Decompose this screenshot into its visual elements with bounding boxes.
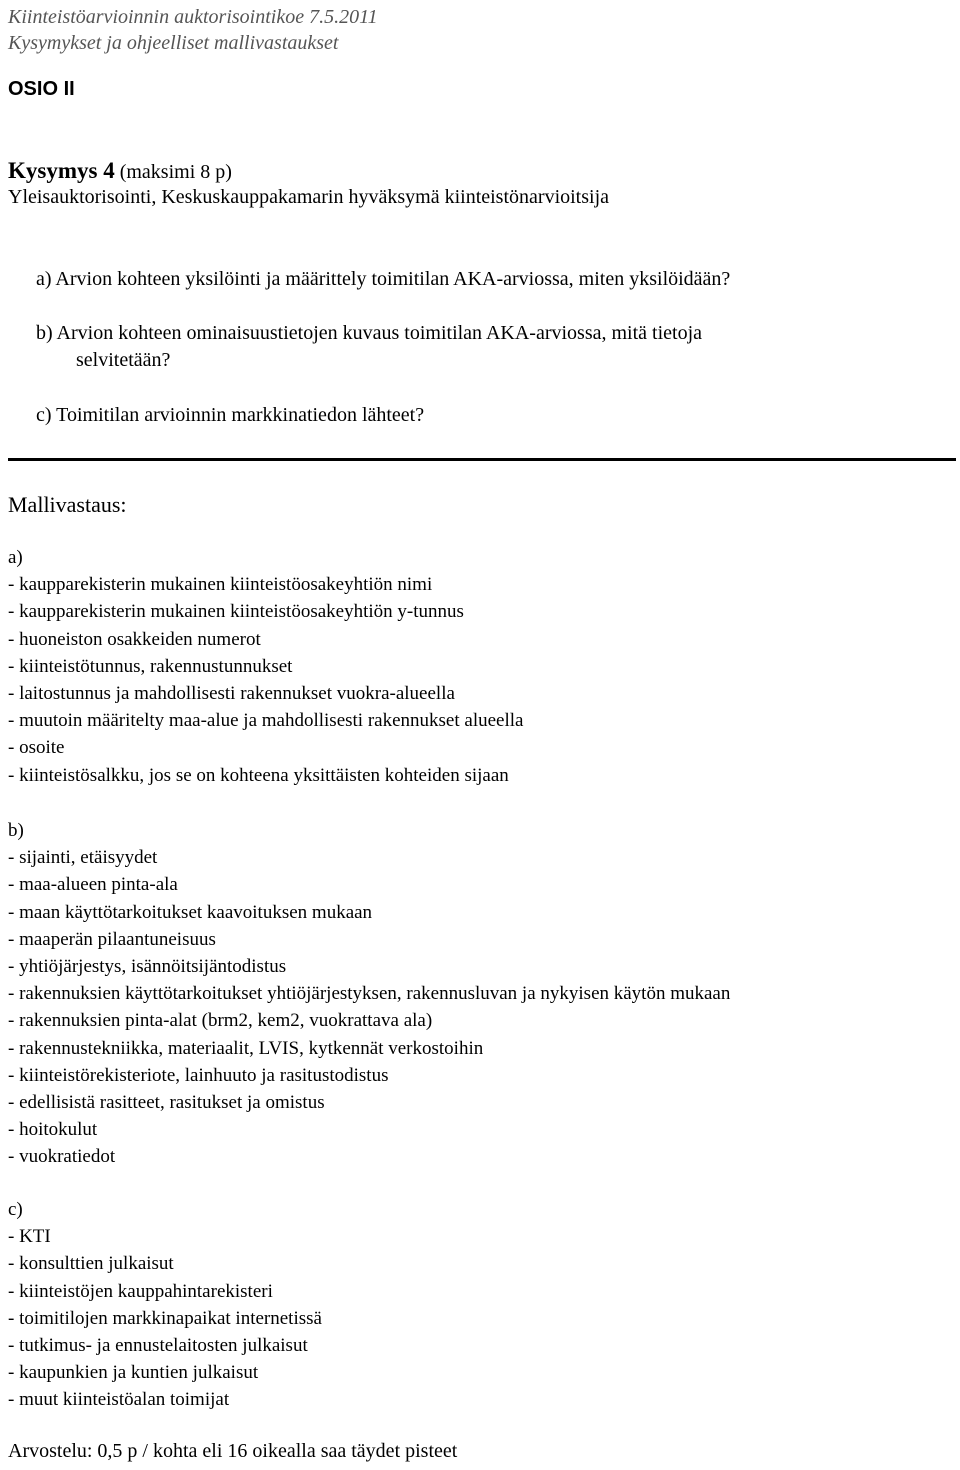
list-item: - kiinteistörekisteriote, lainhuuto ja rasitustodistus bbox=[8, 1064, 389, 1086]
list-item: - muutoin määritelty maa-alue ja mahdollisesti rakennukset alueella bbox=[8, 710, 524, 732]
list-item: - tutkimus- ja ennustelaitosten julkaisut bbox=[8, 1335, 308, 1357]
answer-section-c bbox=[8, 1196, 322, 1414]
list-item: - KTI bbox=[8, 1226, 51, 1248]
list-item: - kiinteistösalkku, jos se on kohteena yksittäisten kohteiden sijaan bbox=[8, 764, 509, 786]
question-points: (maksimi 8 p) bbox=[119, 161, 232, 183]
document-header-title: Kiinteistöarvioinnin auktorisointikoe 7.5.2011 bbox=[8, 6, 378, 28]
question-title bbox=[8, 158, 232, 184]
list-item: - muut kiinteistöalan toimijat bbox=[8, 1389, 230, 1411]
list-item: - vuokratiedot bbox=[8, 1146, 116, 1168]
list-item: - kaupparekisterin mukainen kiinteistöosakeyhtiön y-tunnus bbox=[8, 601, 464, 623]
answer-label-b: b) bbox=[8, 820, 24, 841]
grading-note: Arvostelu: 0,5 p / kohta eli 16 oikealla saa täydet pisteet bbox=[8, 1440, 458, 1462]
question-part-b: b) Arvion kohteen ominaisuustietojen kuvaus toimitilan AKA-arviossa, mitä tietoja bbox=[36, 322, 703, 344]
list-item: - kiinteistöjen kauppahintarekisteri bbox=[8, 1280, 273, 1302]
model-answer-heading: Mallivastaus: bbox=[8, 492, 127, 517]
list-item: - maan käyttötarkoitukset kaavoituksen mukaan bbox=[8, 901, 373, 923]
list-item: - kaupunkien ja kuntien julkaisut bbox=[8, 1362, 259, 1384]
answer-label-a: a) bbox=[8, 547, 23, 568]
list-item: - kiinteistötunnus, rakennustunnukset bbox=[8, 655, 293, 677]
list-item: - osoite bbox=[8, 737, 65, 759]
list-item: - sijainti, etäisyydet bbox=[8, 847, 158, 869]
horizontal-divider bbox=[8, 458, 956, 461]
list-item: - rakennuksien käyttötarkoitukset yhtiöjärjestyksen, rakennusluvan ja nykyisen käytön mukaan bbox=[8, 983, 731, 1005]
document-header-subtitle: Kysymykset ja ohjeelliset mallivastaukset bbox=[8, 32, 339, 54]
answer-label-c: c) bbox=[8, 1199, 23, 1220]
list-item: - kaupparekisterin mukainen kiinteistöosakeyhtiön nimi bbox=[8, 574, 433, 596]
question-part-c: c) Toimitilan arvioinnin markkinatiedon lähteet? bbox=[36, 404, 425, 426]
list-item: - hoitokulut bbox=[8, 1119, 98, 1141]
list-item: - rakennuksien pinta-alat (brm2, kem2, vuokrattava ala) bbox=[8, 1010, 433, 1032]
list-item: - maa-alueen pinta-ala bbox=[8, 874, 178, 896]
question-part-b-continuation: selvitetään? bbox=[76, 349, 171, 371]
list-item: - rakennustekniikka, materiaalit, LVIS, kytkennät verkostoihin bbox=[8, 1037, 484, 1059]
question-number: Kysymys 4 bbox=[8, 158, 115, 183]
list-item: - edellisistä rasitteet, rasitukset ja omistus bbox=[8, 1092, 325, 1114]
question-part-a: a) Arvion kohteen yksilöinti ja määrittely toimitilan AKA-arviossa, miten yksilöidään? bbox=[36, 268, 731, 290]
answer-section-a bbox=[8, 544, 523, 789]
list-item: - huoneiston osakkeiden numerot bbox=[8, 628, 261, 650]
list-item: - laitostunnus ja mahdollisesti rakennukset vuokra-alueella bbox=[8, 683, 455, 705]
list-item: - konsulttien julkaisut bbox=[8, 1253, 174, 1275]
answer-section-b bbox=[8, 817, 730, 1171]
section-heading: OSIO II bbox=[8, 78, 75, 100]
list-item: - yhtiöjärjestys, isännöitsijäntodistus bbox=[8, 956, 287, 978]
list-item: - toimitilojen markkinapaikat internetissä bbox=[8, 1307, 322, 1329]
question-subtitle: Yleisauktorisointi, Keskuskauppakamarin hyväksymä kiinteistönarvioitsija bbox=[8, 186, 610, 208]
list-item: - maaperän pilaantuneisuus bbox=[8, 928, 216, 950]
